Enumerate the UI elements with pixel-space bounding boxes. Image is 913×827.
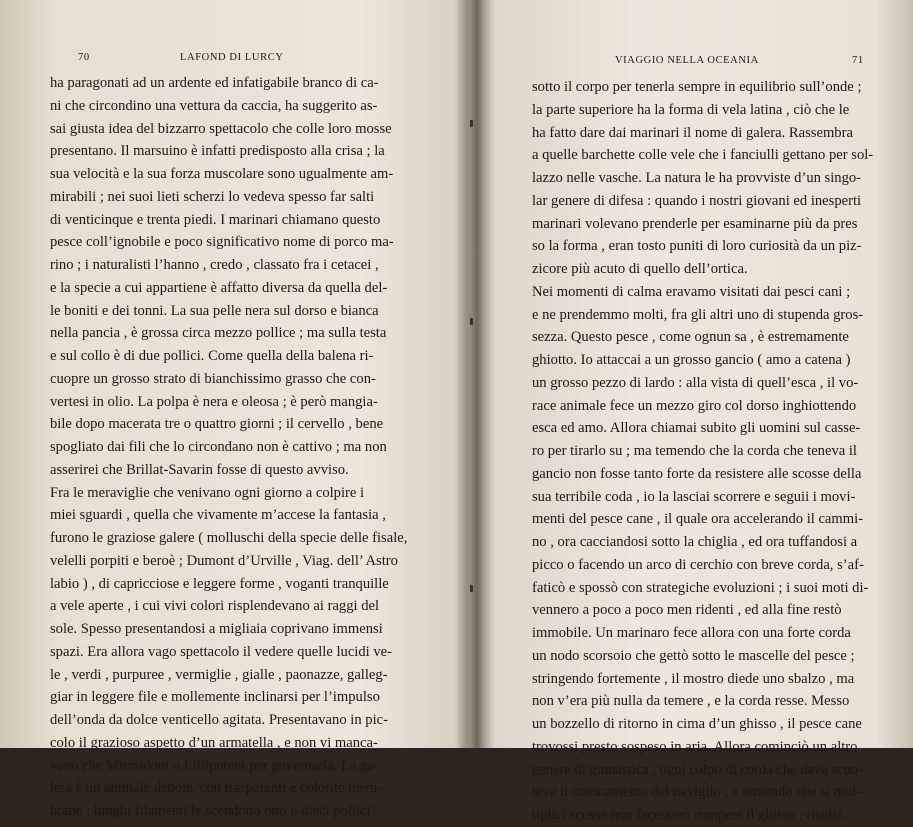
text-line: sai giusta idea del bizzarro spettacolo che colle loro mosse xyxy=(50,120,392,137)
text-line: sua velocità e la sua forza muscolare sono ugualmente am- xyxy=(50,166,394,182)
text-line: e ne prendemmo molti, fra gli altri uno di stupenda gros- xyxy=(532,306,864,323)
text-line: ni che circondino una vettura da caccia, ha suggerito as- xyxy=(50,97,378,114)
text-line: ha paragonati ad un ardente ed infatigabile branco di ca- xyxy=(50,75,379,91)
text-line: vertesi in olio. La polpa è nera e oleosa ; è però mangia- xyxy=(50,393,378,410)
text-line: pesce coll’ignobile e poco significativo nome di porco ma- xyxy=(50,234,394,251)
text-line: ghiotto. Io attaccai a un grosso gancio ( amo a catena ) xyxy=(532,352,851,368)
text-line: furono le graziose galere ( molluschi della specie delle fisale, xyxy=(50,530,408,546)
text-line: ha fatto dare dai marinari il nome di galera. Rassembra xyxy=(532,124,853,141)
text-line: un bozzello di ritorno in cima d’un ghisso , il pesce cane xyxy=(532,716,862,732)
text-line: lar genere di difesa : quando i nostri giovani ed inesperti xyxy=(532,192,862,209)
text-line: giar in leggere file e mollemente inclinarsi per l’impulso xyxy=(50,689,380,706)
text-line: so la forma , eran tosto puniti di loro curiosità da un piz- xyxy=(532,238,862,255)
text-line: sotto il corpo per tenerla sempre in equilibrio sull’onde ; xyxy=(532,79,862,95)
text-line: brane ; lunghi filamenti le scendono otto o dieci pollici xyxy=(50,803,371,819)
text-line: dell’onda da dolce venticello agitata. Presentavano in pic- xyxy=(50,712,388,728)
text-line: ro per tirarlo su ; ma temendo che la corda che teneva il xyxy=(532,443,857,459)
text-line: labio ) , di capricciose e leggere forme , voganti tranquille xyxy=(50,575,389,592)
text-line: Fra le meraviglie che venivano ogni giorno a colpire i xyxy=(50,484,365,501)
text-line: vano che Mirmidoni o Lilliputeni per governarla. La ga- xyxy=(50,757,379,774)
text-line: race animale fece un mezzo giro col dorso inghiottendo xyxy=(532,397,857,414)
binding-mark xyxy=(470,318,473,325)
binding-mark xyxy=(470,585,473,592)
text-line: bile dopo macerata tre o quattro giorni ; il cervello , bene xyxy=(50,416,384,433)
text-line: zicore più acuto di quello dell’ortica. xyxy=(532,261,748,277)
text-line: di venticinque e trenta piedi. I marinari chiamano questo xyxy=(50,211,381,228)
text-line: teva il coronamento del naviglio ; e temendo che sì mol- xyxy=(532,784,862,801)
text-line: gancio non fosse tanto forte da resistere alle scosse della xyxy=(532,465,862,482)
text-line: stringendo fortemente , il mostro diede uno sbalzo , ma xyxy=(532,670,855,687)
running-head: LAFOND DI LURCY xyxy=(180,52,284,63)
text-line: lazzo nelle vasche. La natura le ha provviste d’un singo- xyxy=(532,170,862,186)
right-page xyxy=(480,0,913,823)
text-line: picco o facendo un arco di cerchio con breve corda, s’af- xyxy=(532,556,864,573)
text-line: presentano. Il marsuino è infatti predisposto alla crisa ; la xyxy=(50,143,385,160)
page-number: 70 xyxy=(78,52,90,63)
text-line: menti del pesce cane , il quale ora accelerando il cammi- xyxy=(532,511,864,528)
text-line: a vele aperte , i cui vivi colori risplendevano ai raggi del xyxy=(50,598,380,615)
text-line: le boniti e dei tonni. La sua pelle nera sul dorso e bianca xyxy=(50,302,379,319)
text-line: non v’era più nulla da temere , e la corda resse. Messo xyxy=(532,693,850,710)
text-line: la parte superiore ha la forma di vela latina , ciò che le xyxy=(532,101,850,118)
text-line: a quelle barchette colle vele che i fanciulli gettano per sol- xyxy=(532,147,874,164)
text-line: e sul collo è di due pollici. Come quella della balena ri- xyxy=(50,348,374,364)
running-head: VIAGGIO NELLA OCEANIA xyxy=(615,55,759,66)
text-line: rino ; i naturalisti l’hanno , credo , classato fra i cetacei , xyxy=(50,257,379,273)
text-line: faticò e spossò con strategiche evoluzioni ; i suoi moti di- xyxy=(532,579,869,596)
text-line: sezza. Questo pesce , come ognun sa , è estremamente xyxy=(532,329,849,346)
text-line: sole. Spesso presentandosi a migliaia coprivano immensi xyxy=(50,621,383,637)
page-number: 71 xyxy=(852,55,864,66)
text-line: spazi. Era allora vago spettacolo il vedere quelle lucidi ve- xyxy=(50,643,392,660)
text-line: un grosso pezzo di lardo : alla vista di quell’esca , il vo- xyxy=(532,374,859,391)
text-line: Nei momenti di calma eravamo visitati dai pesci cani ; xyxy=(532,283,851,300)
text-line: e la specie a cui appartiene è affatto diversa da quella del- xyxy=(50,279,388,296)
text-line: no , ora cacciandosi sotto la chiglia , ed ora tuffandosi a xyxy=(532,534,858,550)
text-line: sua terribile coda , io la lasciai scorrere e seguii i movi- xyxy=(532,488,856,505)
text-line: tiplici scosse non facessero rompere il ghisso , risolsi xyxy=(532,807,843,823)
binding-mark xyxy=(470,120,473,127)
text-line: cuopre un grosso strato di bianchissimo grasso che con- xyxy=(50,370,376,387)
text-line: marinari volevano prenderle per esaminarne più da pres xyxy=(532,215,858,232)
text-line: immobile. Un marinaro fece allora con una forte corda xyxy=(532,625,851,641)
text-line: miei sguardi , quella che vivamente m’accese la fantasia , xyxy=(50,507,386,524)
text-line: mirabili ; nei suoi lieti scherzi lo vedeva spesso far salti xyxy=(50,188,375,205)
text-line: colo il grazioso aspetto d’un armatella , e non vi manca- xyxy=(50,734,378,751)
text-line: le , verdi , purpuree , vermiglie , gialle , paonazze, galleg- xyxy=(50,666,388,683)
body-text xyxy=(532,76,890,827)
text-line: esca ed amo. Allora chiamai subito gli uomini sul casse- xyxy=(532,420,861,437)
text-line: asserirei che Brillat-Savarin fosse di questo avviso. xyxy=(50,461,349,478)
text-line: velelli porpiti e beroè ; Dumont d’Urville , Viag. dell’ Astro xyxy=(50,552,398,569)
text-line: genere di ginnastica , ogni colpo di corda che dava scuo- xyxy=(532,761,864,778)
text-line: vennero a poco a poco men ridenti , ed alla fine restò xyxy=(532,602,842,619)
text-line: trovossi presto sospeso in aria. Allora cominciò un altro xyxy=(532,738,858,755)
body-text xyxy=(50,72,415,823)
text-line: lera è un animale debole, con trasparenti e colorite mem- xyxy=(50,780,383,797)
left-page xyxy=(0,0,460,819)
text-line: spogliato dai fili che lo circondano non è cattivo ; ma non xyxy=(50,439,387,455)
text-line: un nodo scorsoio che gettò sotto le mascelle del pesce ; xyxy=(532,647,855,664)
text-line: nella pancia , è grossa circa mezzo pollice ; ma sulla testa xyxy=(50,325,387,342)
